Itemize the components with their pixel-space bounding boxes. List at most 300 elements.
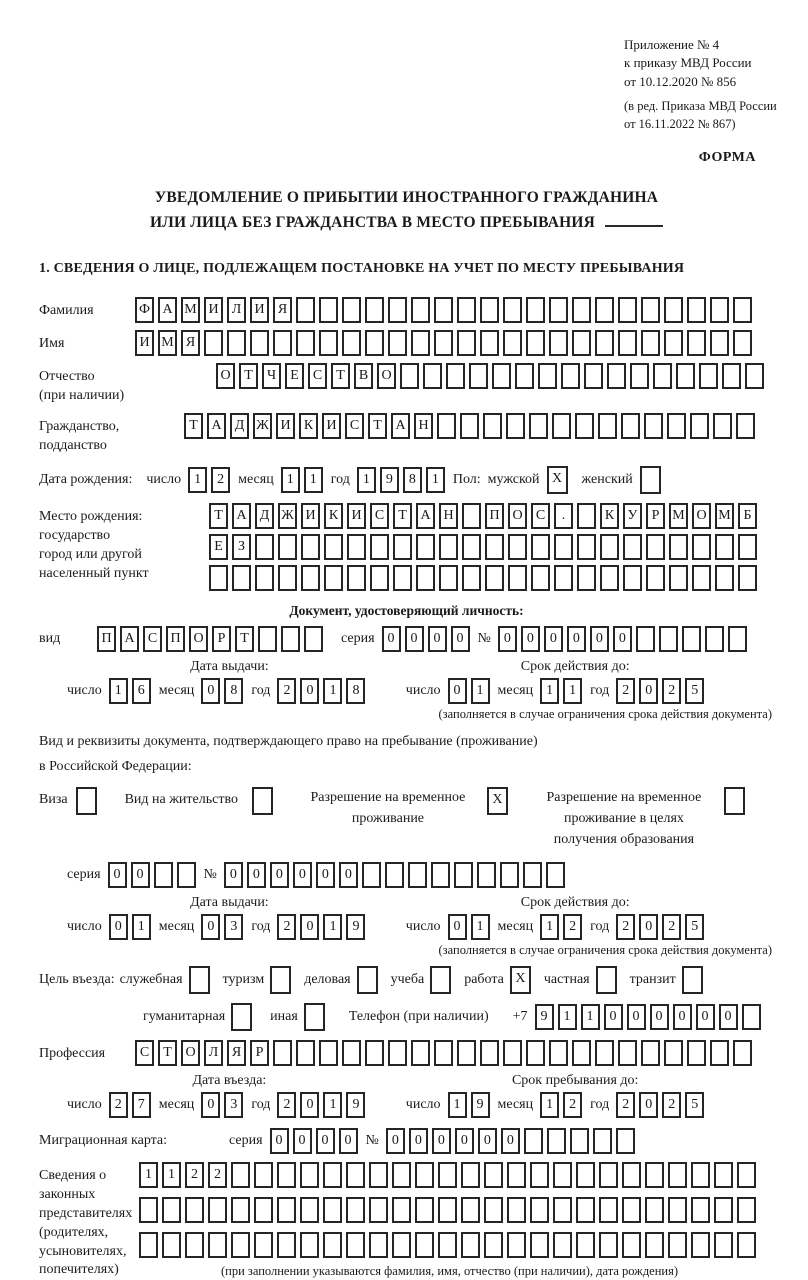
char-cell[interactable]: 2 xyxy=(277,678,296,704)
char-cell[interactable] xyxy=(623,534,642,560)
char-cell[interactable] xyxy=(692,534,711,560)
char-cell[interactable]: 0 xyxy=(604,1004,623,1030)
char-cell[interactable] xyxy=(400,363,419,389)
char-cell[interactable]: 9 xyxy=(346,1092,365,1118)
char-cell[interactable]: И xyxy=(322,413,341,439)
char-cell[interactable]: 0 xyxy=(201,678,220,704)
char-cell[interactable] xyxy=(301,534,320,560)
char-cell[interactable] xyxy=(554,565,573,591)
char-cell[interactable] xyxy=(526,1040,545,1066)
char-cell[interactable]: С xyxy=(370,503,389,529)
study-checkbox[interactable] xyxy=(430,966,451,994)
char-cell[interactable] xyxy=(737,1232,756,1258)
char-cell[interactable]: 0 xyxy=(300,678,319,704)
char-cell[interactable] xyxy=(659,626,678,652)
work-checkbox[interactable]: X xyxy=(510,966,531,994)
char-cell[interactable] xyxy=(323,1162,342,1188)
char-cell[interactable] xyxy=(254,1232,273,1258)
char-cell[interactable] xyxy=(342,1040,361,1066)
char-cell[interactable]: О xyxy=(189,626,208,652)
char-cell[interactable]: П xyxy=(485,503,504,529)
char-cell[interactable] xyxy=(664,1040,683,1066)
char-cell[interactable] xyxy=(524,1128,543,1154)
char-cell[interactable]: М xyxy=(669,503,688,529)
char-cell[interactable] xyxy=(552,413,571,439)
purpose-tourism-checkbox[interactable] xyxy=(270,966,295,994)
char-cell[interactable]: 0 xyxy=(300,1092,319,1118)
char-cell[interactable] xyxy=(392,1162,411,1188)
char-cell[interactable]: 0 xyxy=(300,914,319,940)
phone-cells[interactable] xyxy=(535,1004,765,1030)
char-cell[interactable]: 0 xyxy=(613,626,632,652)
char-cell[interactable]: Р xyxy=(250,1040,269,1066)
char-cell[interactable]: Ф xyxy=(135,297,154,323)
char-cell[interactable] xyxy=(296,330,315,356)
char-cell[interactable]: 6 xyxy=(132,678,151,704)
char-cell[interactable] xyxy=(530,1197,549,1223)
char-cell[interactable]: О xyxy=(181,1040,200,1066)
char-cell[interactable] xyxy=(576,1197,595,1223)
char-cell[interactable]: 0 xyxy=(270,862,289,888)
char-cell[interactable]: 1 xyxy=(540,1092,559,1118)
char-cell[interactable] xyxy=(738,534,757,560)
char-cell[interactable]: 0 xyxy=(109,914,128,940)
char-cell[interactable] xyxy=(576,1232,595,1258)
char-cell[interactable] xyxy=(492,363,511,389)
char-cell[interactable] xyxy=(411,330,430,356)
char-cell[interactable]: О xyxy=(692,503,711,529)
char-cell[interactable] xyxy=(231,1162,250,1188)
char-cell[interactable] xyxy=(411,1040,430,1066)
char-cell[interactable]: 0 xyxy=(639,1092,658,1118)
char-cell[interactable]: С xyxy=(308,363,327,389)
char-cell[interactable]: 1 xyxy=(540,914,559,940)
char-cell[interactable] xyxy=(438,1162,457,1188)
official-checkbox[interactable] xyxy=(189,966,210,994)
char-cell[interactable] xyxy=(616,1128,635,1154)
char-cell[interactable] xyxy=(461,1197,480,1223)
char-cell[interactable]: С xyxy=(135,1040,154,1066)
char-cell[interactable]: Д xyxy=(230,413,249,439)
stay-day-cells[interactable] xyxy=(448,1092,494,1118)
entry-year-cells[interactable] xyxy=(277,1092,369,1118)
char-cell[interactable]: 0 xyxy=(521,626,540,652)
visa-checkbox[interactable] xyxy=(76,787,97,815)
char-cell[interactable]: 0 xyxy=(650,1004,669,1030)
char-cell[interactable] xyxy=(369,1197,388,1223)
char-cell[interactable]: 0 xyxy=(590,626,609,652)
char-cell[interactable] xyxy=(281,626,300,652)
legal-reps-row2-cells[interactable] xyxy=(139,1197,760,1223)
char-cell[interactable] xyxy=(231,1232,250,1258)
char-cell[interactable]: А xyxy=(207,413,226,439)
char-cell[interactable] xyxy=(600,534,619,560)
char-cell[interactable] xyxy=(691,1197,710,1223)
char-cell[interactable]: 1 xyxy=(563,678,582,704)
char-cell[interactable]: 9 xyxy=(535,1004,554,1030)
char-cell[interactable]: 0 xyxy=(501,1128,520,1154)
char-cell[interactable] xyxy=(503,330,522,356)
char-cell[interactable] xyxy=(347,565,366,591)
char-cell[interactable] xyxy=(365,330,384,356)
char-cell[interactable] xyxy=(477,862,496,888)
char-cell[interactable]: 8 xyxy=(224,678,243,704)
char-cell[interactable] xyxy=(737,1162,756,1188)
char-cell[interactable] xyxy=(600,565,619,591)
char-cell[interactable]: В xyxy=(354,363,373,389)
char-cell[interactable] xyxy=(460,413,479,439)
char-cell[interactable]: И xyxy=(135,330,154,356)
char-cell[interactable]: 1 xyxy=(323,914,342,940)
char-cell[interactable] xyxy=(722,363,741,389)
profession-cells[interactable] xyxy=(135,1040,756,1066)
char-cell[interactable] xyxy=(255,534,274,560)
char-cell[interactable] xyxy=(300,1162,319,1188)
stay-year-cells[interactable] xyxy=(616,1092,708,1118)
char-cell[interactable] xyxy=(570,1128,589,1154)
char-cell[interactable] xyxy=(231,1197,250,1223)
birth-place-row1-cells[interactable] xyxy=(209,503,761,529)
char-cell[interactable] xyxy=(618,297,637,323)
char-cell[interactable] xyxy=(507,1232,526,1258)
char-cell[interactable] xyxy=(483,413,502,439)
char-cell[interactable]: 5 xyxy=(685,1092,704,1118)
char-cell[interactable] xyxy=(415,1162,434,1188)
residence-issue-year-cells[interactable] xyxy=(277,914,369,940)
char-cell[interactable] xyxy=(209,565,228,591)
char-cell[interactable] xyxy=(728,626,747,652)
char-cell[interactable] xyxy=(572,1040,591,1066)
char-cell[interactable] xyxy=(584,363,603,389)
char-cell[interactable]: 2 xyxy=(185,1162,204,1188)
char-cell[interactable]: 2 xyxy=(662,1092,681,1118)
char-cell[interactable]: Р xyxy=(212,626,231,652)
char-cell[interactable]: 2 xyxy=(208,1162,227,1188)
char-cell[interactable] xyxy=(323,1232,342,1258)
char-cell[interactable] xyxy=(250,330,269,356)
char-cell[interactable]: Т xyxy=(235,626,254,652)
doc-issue-month-cells[interactable] xyxy=(201,678,247,704)
char-cell[interactable] xyxy=(595,330,614,356)
char-cell[interactable] xyxy=(547,1128,566,1154)
char-cell[interactable] xyxy=(461,1162,480,1188)
char-cell[interactable]: 9 xyxy=(346,914,365,940)
char-cell[interactable] xyxy=(438,1197,457,1223)
char-cell[interactable] xyxy=(618,1040,637,1066)
char-cell[interactable] xyxy=(549,330,568,356)
char-cell[interactable] xyxy=(561,363,580,389)
char-cell[interactable]: 1 xyxy=(139,1162,158,1188)
char-cell[interactable] xyxy=(507,1162,526,1188)
char-cell[interactable]: 0 xyxy=(339,862,358,888)
char-cell[interactable] xyxy=(370,534,389,560)
business-checkbox[interactable] xyxy=(357,966,378,994)
char-cell[interactable]: 1 xyxy=(109,678,128,704)
char-cell[interactable]: 0 xyxy=(455,1128,474,1154)
char-cell[interactable] xyxy=(469,363,488,389)
char-cell[interactable]: 8 xyxy=(403,467,422,493)
char-cell[interactable]: 1 xyxy=(357,467,376,493)
char-cell[interactable] xyxy=(365,1040,384,1066)
char-cell[interactable]: Т xyxy=(209,503,228,529)
char-cell[interactable]: И xyxy=(276,413,295,439)
char-cell[interactable] xyxy=(745,363,764,389)
char-cell[interactable] xyxy=(668,1162,687,1188)
char-cell[interactable] xyxy=(577,565,596,591)
char-cell[interactable] xyxy=(641,297,660,323)
char-cell[interactable] xyxy=(736,413,755,439)
char-cell[interactable] xyxy=(572,330,591,356)
char-cell[interactable] xyxy=(370,565,389,591)
char-cell[interactable] xyxy=(411,297,430,323)
char-cell[interactable]: 0 xyxy=(386,1128,405,1154)
char-cell[interactable] xyxy=(346,1162,365,1188)
char-cell[interactable] xyxy=(415,1197,434,1223)
char-cell[interactable] xyxy=(529,413,548,439)
char-cell[interactable] xyxy=(204,330,223,356)
residence-doc-series-cells[interactable] xyxy=(108,862,200,888)
char-cell[interactable]: О xyxy=(377,363,396,389)
char-cell[interactable] xyxy=(323,1197,342,1223)
char-cell[interactable] xyxy=(553,1162,572,1188)
char-cell[interactable] xyxy=(439,565,458,591)
char-cell[interactable] xyxy=(342,297,361,323)
temp-residence-permit-checkbox[interactable] xyxy=(487,787,512,815)
char-cell[interactable] xyxy=(599,1162,618,1188)
char-cell[interactable] xyxy=(296,1040,315,1066)
purpose-other-checkbox[interactable] xyxy=(304,1003,329,1031)
char-cell[interactable] xyxy=(508,534,527,560)
char-cell[interactable]: Н xyxy=(439,503,458,529)
char-cell[interactable] xyxy=(595,297,614,323)
char-cell[interactable] xyxy=(554,534,573,560)
char-cell[interactable] xyxy=(646,534,665,560)
char-cell[interactable]: 0 xyxy=(639,678,658,704)
char-cell[interactable] xyxy=(431,862,450,888)
char-cell[interactable] xyxy=(742,1004,761,1030)
char-cell[interactable]: Я xyxy=(227,1040,246,1066)
char-cell[interactable]: 1 xyxy=(281,467,300,493)
migration-number-cells[interactable] xyxy=(386,1128,639,1154)
char-cell[interactable] xyxy=(710,330,729,356)
purpose-private-checkbox[interactable] xyxy=(596,966,621,994)
char-cell[interactable] xyxy=(577,503,596,529)
char-cell[interactable] xyxy=(733,297,752,323)
sex-female-checkbox[interactable] xyxy=(640,466,665,494)
char-cell[interactable]: 9 xyxy=(471,1092,490,1118)
char-cell[interactable]: 1 xyxy=(558,1004,577,1030)
char-cell[interactable] xyxy=(531,565,550,591)
tourism-checkbox[interactable] xyxy=(270,966,291,994)
char-cell[interactable] xyxy=(526,297,545,323)
char-cell[interactable] xyxy=(485,565,504,591)
char-cell[interactable]: Л xyxy=(227,297,246,323)
char-cell[interactable]: П xyxy=(166,626,185,652)
entry-month-cells[interactable] xyxy=(201,1092,247,1118)
char-cell[interactable]: 2 xyxy=(563,914,582,940)
char-cell[interactable] xyxy=(300,1232,319,1258)
char-cell[interactable] xyxy=(668,1197,687,1223)
char-cell[interactable] xyxy=(575,413,594,439)
visa-checkbox[interactable] xyxy=(76,787,101,815)
char-cell[interactable]: А xyxy=(416,503,435,529)
char-cell[interactable]: 0 xyxy=(409,1128,428,1154)
legal-reps-row1-cells[interactable] xyxy=(139,1162,760,1188)
char-cell[interactable] xyxy=(682,626,701,652)
char-cell[interactable] xyxy=(484,1232,503,1258)
char-cell[interactable] xyxy=(546,862,565,888)
char-cell[interactable] xyxy=(254,1162,273,1188)
entry-day-cells[interactable] xyxy=(109,1092,155,1118)
char-cell[interactable] xyxy=(392,1197,411,1223)
char-cell[interactable]: Т xyxy=(158,1040,177,1066)
char-cell[interactable]: 2 xyxy=(616,914,635,940)
char-cell[interactable]: 3 xyxy=(224,914,243,940)
char-cell[interactable] xyxy=(438,1232,457,1258)
char-cell[interactable] xyxy=(622,1232,641,1258)
char-cell[interactable] xyxy=(408,862,427,888)
char-cell[interactable] xyxy=(621,413,640,439)
char-cell[interactable]: Т xyxy=(368,413,387,439)
char-cell[interactable]: 1 xyxy=(304,467,323,493)
char-cell[interactable] xyxy=(530,1162,549,1188)
char-cell[interactable]: 0 xyxy=(673,1004,692,1030)
char-cell[interactable]: 7 xyxy=(132,1092,151,1118)
char-cell[interactable] xyxy=(301,565,320,591)
char-cell[interactable] xyxy=(319,1040,338,1066)
birth-year-cells[interactable] xyxy=(357,467,449,493)
char-cell[interactable] xyxy=(598,413,617,439)
char-cell[interactable] xyxy=(139,1197,158,1223)
char-cell[interactable]: 3 xyxy=(224,1092,243,1118)
char-cell[interactable] xyxy=(423,363,442,389)
char-cell[interactable] xyxy=(553,1232,572,1258)
char-cell[interactable]: А xyxy=(232,503,251,529)
char-cell[interactable]: Е xyxy=(209,534,228,560)
char-cell[interactable] xyxy=(572,297,591,323)
char-cell[interactable]: О xyxy=(508,503,527,529)
char-cell[interactable] xyxy=(177,862,196,888)
char-cell[interactable]: З xyxy=(232,534,251,560)
char-cell[interactable]: Д xyxy=(255,503,274,529)
temp-residence-permit-checkbox[interactable]: X xyxy=(487,787,508,815)
humanitarian-checkbox[interactable] xyxy=(231,1003,252,1031)
birth-place-row3-cells[interactable] xyxy=(209,565,761,591)
char-cell[interactable]: 0 xyxy=(201,914,220,940)
char-cell[interactable] xyxy=(714,1162,733,1188)
char-cell[interactable]: Ж xyxy=(278,503,297,529)
char-cell[interactable] xyxy=(454,862,473,888)
char-cell[interactable] xyxy=(630,363,649,389)
char-cell[interactable] xyxy=(457,330,476,356)
char-cell[interactable] xyxy=(319,297,338,323)
char-cell[interactable]: 0 xyxy=(131,862,150,888)
transit-checkbox[interactable] xyxy=(682,966,703,994)
sex-male-checkbox[interactable] xyxy=(547,466,572,494)
char-cell[interactable] xyxy=(618,330,637,356)
char-cell[interactable] xyxy=(480,1040,499,1066)
char-cell[interactable]: 2 xyxy=(662,678,681,704)
char-cell[interactable] xyxy=(622,1162,641,1188)
char-cell[interactable] xyxy=(644,413,663,439)
char-cell[interactable] xyxy=(346,1232,365,1258)
char-cell[interactable] xyxy=(388,1040,407,1066)
char-cell[interactable] xyxy=(277,1232,296,1258)
purpose-official-checkbox[interactable] xyxy=(189,966,214,994)
residence-permit-checkbox[interactable] xyxy=(252,787,273,815)
char-cell[interactable] xyxy=(208,1197,227,1223)
char-cell[interactable] xyxy=(185,1197,204,1223)
char-cell[interactable]: 0 xyxy=(478,1128,497,1154)
char-cell[interactable] xyxy=(737,1197,756,1223)
char-cell[interactable] xyxy=(346,1197,365,1223)
char-cell[interactable] xyxy=(669,534,688,560)
char-cell[interactable]: 0 xyxy=(719,1004,738,1030)
char-cell[interactable]: 0 xyxy=(108,862,127,888)
char-cell[interactable] xyxy=(710,1040,729,1066)
char-cell[interactable] xyxy=(549,1040,568,1066)
char-cell[interactable] xyxy=(388,297,407,323)
char-cell[interactable] xyxy=(278,565,297,591)
char-cell[interactable] xyxy=(690,413,709,439)
char-cell[interactable] xyxy=(733,330,752,356)
char-cell[interactable] xyxy=(480,297,499,323)
char-cell[interactable] xyxy=(415,1232,434,1258)
char-cell[interactable] xyxy=(232,565,251,591)
char-cell[interactable]: 0 xyxy=(428,626,447,652)
char-cell[interactable] xyxy=(484,1197,503,1223)
char-cell[interactable] xyxy=(645,1197,664,1223)
residence-issue-month-cells[interactable] xyxy=(201,914,247,940)
char-cell[interactable]: А xyxy=(391,413,410,439)
char-cell[interactable] xyxy=(347,534,366,560)
char-cell[interactable] xyxy=(714,1197,733,1223)
char-cell[interactable]: 0 xyxy=(293,862,312,888)
char-cell[interactable]: К xyxy=(324,503,343,529)
char-cell[interactable] xyxy=(664,330,683,356)
char-cell[interactable] xyxy=(738,565,757,591)
char-cell[interactable] xyxy=(599,1197,618,1223)
char-cell[interactable] xyxy=(691,1232,710,1258)
residence-valid-year-cells[interactable] xyxy=(616,914,708,940)
char-cell[interactable] xyxy=(273,330,292,356)
char-cell[interactable]: 2 xyxy=(211,467,230,493)
edu-residence-permit-checkbox[interactable] xyxy=(724,787,745,815)
char-cell[interactable]: 0 xyxy=(432,1128,451,1154)
char-cell[interactable] xyxy=(500,862,519,888)
char-cell[interactable] xyxy=(549,297,568,323)
char-cell[interactable] xyxy=(385,862,404,888)
char-cell[interactable] xyxy=(273,1040,292,1066)
char-cell[interactable]: 0 xyxy=(544,626,563,652)
legal-reps-row3-cells[interactable] xyxy=(139,1232,760,1258)
char-cell[interactable]: 1 xyxy=(162,1162,181,1188)
char-cell[interactable] xyxy=(434,330,453,356)
char-cell[interactable] xyxy=(258,626,277,652)
char-cell[interactable] xyxy=(369,1232,388,1258)
char-cell[interactable] xyxy=(646,565,665,591)
char-cell[interactable]: 0 xyxy=(293,1128,312,1154)
char-cell[interactable]: 1 xyxy=(471,914,490,940)
char-cell[interactable] xyxy=(607,363,626,389)
char-cell[interactable]: 5 xyxy=(685,914,704,940)
char-cell[interactable] xyxy=(362,862,381,888)
char-cell[interactable]: 0 xyxy=(270,1128,289,1154)
char-cell[interactable] xyxy=(434,1040,453,1066)
char-cell[interactable] xyxy=(506,413,525,439)
char-cell[interactable] xyxy=(437,413,456,439)
char-cell[interactable] xyxy=(508,565,527,591)
